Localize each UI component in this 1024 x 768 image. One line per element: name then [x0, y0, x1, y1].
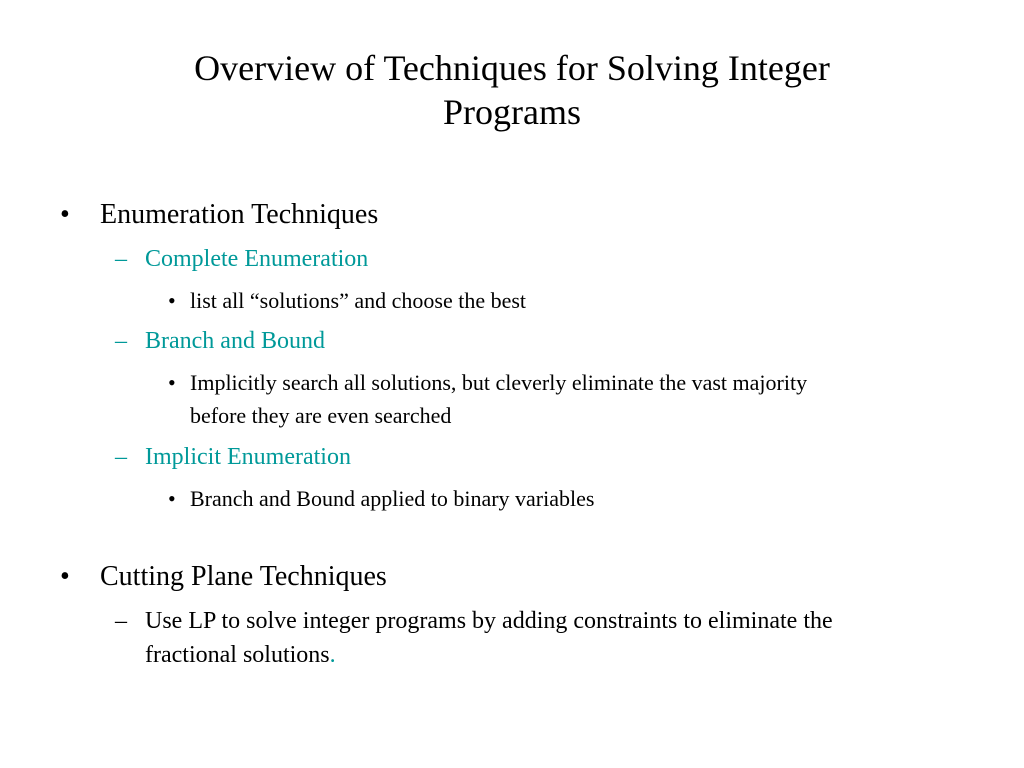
detail-text: Branch and Bound applied to binary variables — [190, 486, 595, 511]
subitem-cutting-plane-detail — [115, 604, 833, 672]
detail-complete-enumeration — [168, 284, 527, 317]
dash-marker: – — [115, 246, 127, 272]
subitem-text-line-1: Use LP to solve integer programs by adding constraints to eliminate the — [145, 608, 833, 634]
subitem-complete-enumeration — [115, 242, 369, 276]
bullet-marker: • — [60, 199, 70, 230]
detail-implicit-enumeration — [168, 482, 595, 515]
bullet-marker: • — [168, 288, 176, 313]
detail-text-line-1: Implicitly search all solutions, but cleverly eliminate the vast majority — [190, 370, 808, 395]
dash-marker: – — [115, 444, 127, 470]
dash-marker: – — [115, 608, 127, 634]
detail-text-line-2: before they are even searched — [190, 403, 452, 428]
subitem-branch-and-bound — [115, 324, 325, 358]
title-line-1: Overview of Techniques for Solving Integer — [194, 48, 830, 88]
bullet-cutting-plane-techniques — [60, 561, 387, 593]
bullet-text: Cutting Plane Techniques — [100, 561, 387, 592]
subitem-implicit-enumeration — [115, 440, 351, 474]
subitem-text-line-2-body: fractional solutions — [145, 642, 330, 668]
trailing-period: . — [329, 642, 336, 668]
subitem-text: Branch and Bound — [145, 328, 325, 354]
subitem-text-line-2 — [145, 638, 833, 672]
title-line-2: Programs — [443, 92, 581, 132]
detail-text: list all “solutions” and choose the best — [190, 288, 527, 313]
bullet-enumeration-techniques — [60, 199, 379, 231]
slide-title — [100, 46, 924, 134]
detail-branch-and-bound — [168, 366, 808, 432]
bullet-marker: • — [60, 561, 70, 592]
bullet-marker: • — [168, 370, 176, 395]
bullet-marker: • — [168, 486, 176, 511]
subitem-text: Implicit Enumeration — [145, 444, 351, 470]
dash-marker: – — [115, 328, 127, 354]
subitem-text: Complete Enumeration — [145, 246, 369, 272]
bullet-text: Enumeration Techniques — [100, 199, 379, 230]
